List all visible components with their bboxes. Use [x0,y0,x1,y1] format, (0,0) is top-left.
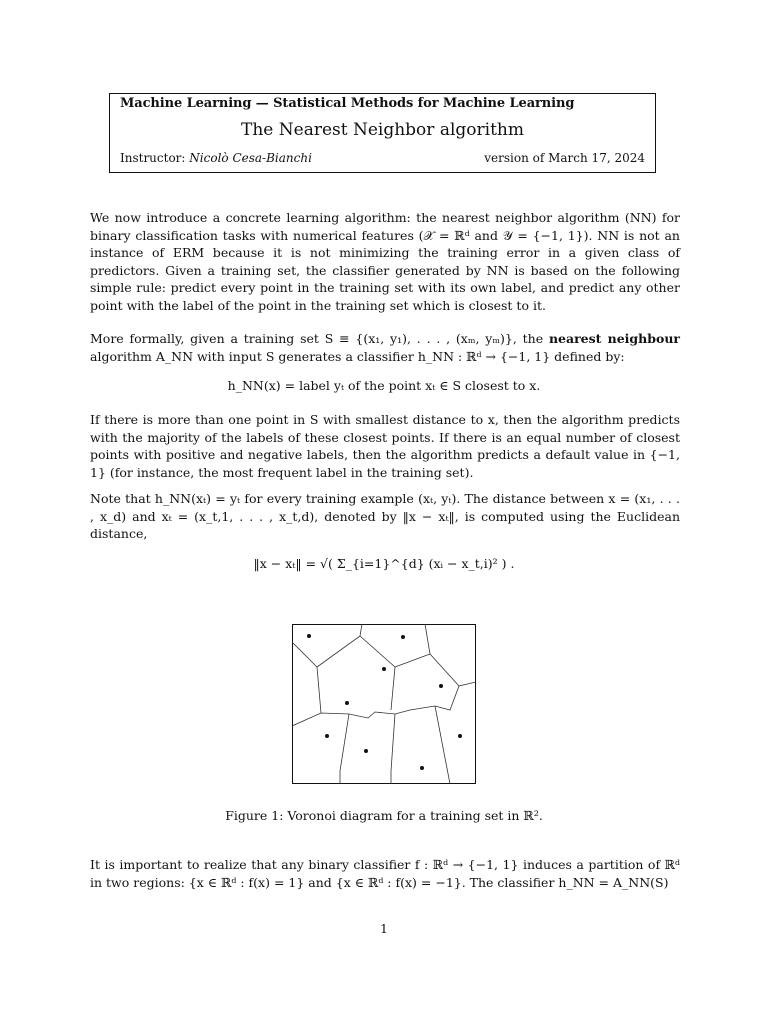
voronoi-diagram [292,624,476,784]
training-point [401,635,405,639]
training-point [439,684,443,688]
document-title: The Nearest Neighbor algorithm [241,120,524,140]
training-point [325,734,329,738]
training-points [307,634,462,770]
header-box [109,93,656,173]
equation-euclidean: ‖x − xₜ‖ = √( Σ_{i=1}^{d} (xᵢ − x_t,i)² ) . [253,556,515,571]
page-number: 1 [380,921,388,936]
training-point [345,701,349,705]
nearest-neighbour-term: nearest neighbour [548,331,680,346]
paragraph-partition: It is important to realize that any binary classifier f : ℝᵈ → {−1, 1} induces a partition of ℝᵈ in two regions: {x ∈ ℝᵈ : f(x) = 1} and {x ∈ ℝᵈ : f(x) = −1}. The classifier h_NN = A_NN(S) [90,857,680,890]
paragraph-formal [90,330,680,365]
training-point [420,766,424,770]
voronoi-edges [292,624,476,784]
paragraph-ties: If there is more than one point in S with smallest distance to x, then the algorithm predicts with the majority of the labels of these closest points. If there is an equal number of closest points with positive and negative labels, then the algorithm predicts a default value in {−1, 1} (for instance, the most frequent label in the training set). [90,412,680,480]
paragraph-distance: Note that h_NN(xₜ) = yₜ for every training example (xₜ, yₜ). The distance between x = (x₁, . . . , x_d) and xₜ = (x_t,1, . . . , x_t,d), denoted by ‖x − xₜ‖, is computed using the Euclidean distance, [90,491,680,541]
instructor-label: Instructor: [120,151,190,165]
equation-hnn: h_NN(x) = label yₜ of the point xₜ ∈ S closest to x. [227,378,541,393]
p2-text-b: algorithm A_NN with input S generates a classifier h_NN : ℝᵈ → {−1, 1} defined by: [90,348,625,364]
instructor-name: Nicolò Cesa-Bianchi [189,151,312,165]
training-point [364,749,368,753]
paragraph-intro: We now introduce a concrete learning algorithm: the nearest neighbor algorithm (NN) for binary classification tasks with numerical features (𝒳 = ℝᵈ and 𝒴 = {−1, 1}). NN is not an instance of ERM because it is not minimizing the training error in a given class of predictors. Given a training set, the classifier generated by NN is based on the following simple rule: predict every point in the training set with its own label, and predict any other point with the label of the point in the training set which is closest to it. [90,210,680,313]
training-point [307,634,311,638]
version-date: version of March 17, 2024 [484,151,645,165]
p2-text-a: More formally, given a training set S ≡ {(x₁, y₁), . . . , (xₘ, yₘ)}, the [90,331,549,346]
training-point [458,734,462,738]
course-title: Machine Learning — Statistical Methods for Machine Learning [120,96,575,111]
instructor [120,151,312,165]
training-point [382,667,386,671]
figure-caption: Figure 1: Voronoi diagram for a training set in ℝ². [225,808,543,823]
